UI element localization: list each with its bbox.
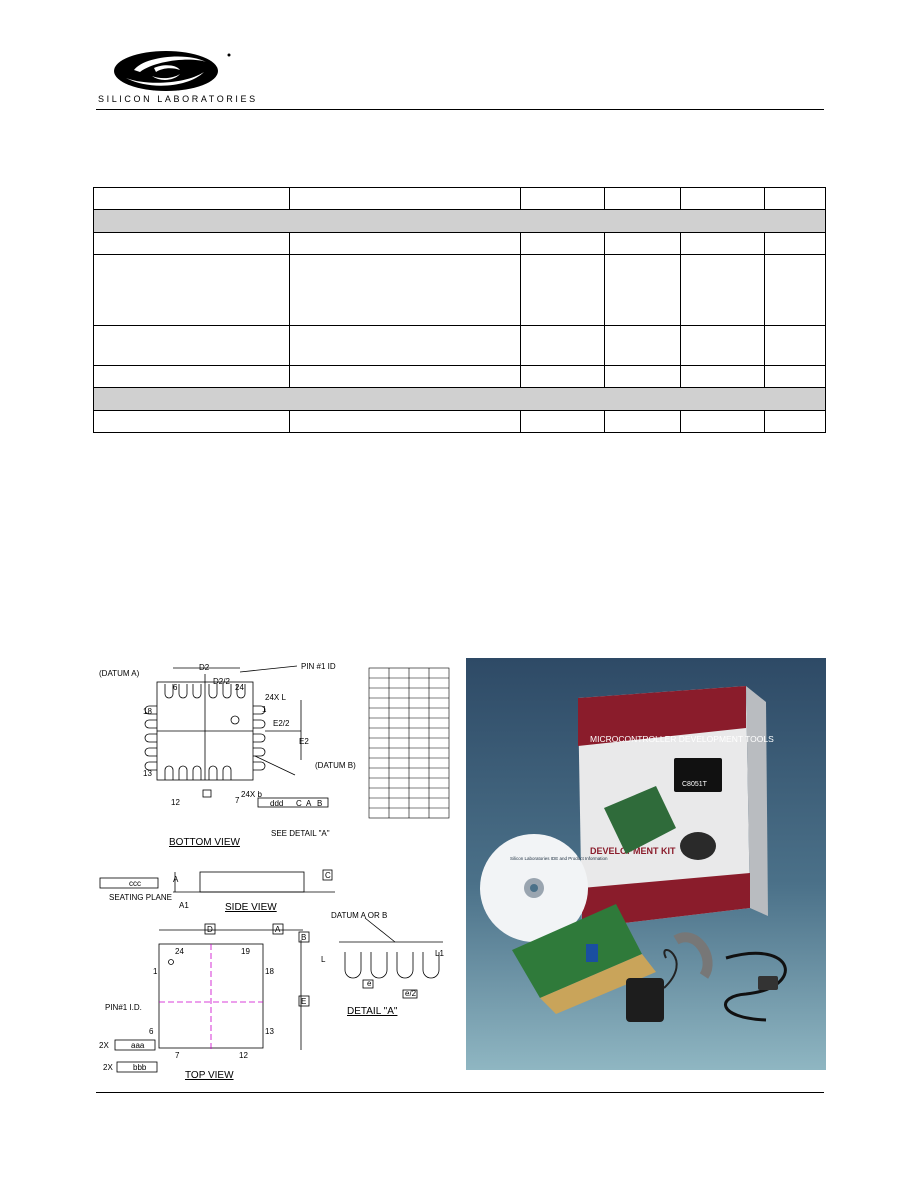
seating-plane-label: SEATING PLANE [109, 893, 172, 902]
spec-table [93, 187, 826, 433]
top-19-label: 19 [241, 947, 250, 956]
debug-adapter-image [680, 832, 716, 860]
e2-label: E2 [299, 737, 309, 746]
table-cell [765, 233, 826, 255]
a-label: A [173, 875, 179, 884]
table-cell [289, 411, 521, 433]
table-row [94, 326, 826, 366]
table-cell [605, 326, 681, 366]
datum-a-or-b-label: DATUM A OR B [331, 911, 388, 920]
table-cell [521, 326, 605, 366]
table-header-row [94, 188, 826, 210]
table-cell [605, 188, 681, 210]
pin6-label: 6 [173, 683, 178, 692]
table-cell [681, 326, 765, 366]
see-detail-label: SEE DETAIL "A" [271, 829, 330, 838]
d2-label: D2 [199, 663, 210, 672]
table-cell [289, 188, 521, 210]
pin13-label: 13 [143, 769, 152, 778]
e-box-label: E [301, 997, 307, 1006]
table-row [94, 366, 826, 388]
c-box-label: C [325, 871, 331, 880]
table-cell [521, 255, 605, 326]
table-row [94, 411, 826, 433]
fcf-a-label: A [306, 799, 312, 808]
l-24x-label: 24X L [265, 693, 286, 702]
fcf-b-label: B [317, 799, 323, 808]
bbb-label: bbb [133, 1063, 147, 1072]
pin18-label: 18 [143, 707, 152, 716]
table-section-row [94, 210, 826, 233]
table-cell [681, 411, 765, 433]
top-view-title: TOP VIEW [185, 1070, 234, 1080]
table-cell [605, 255, 681, 326]
table-row [94, 255, 826, 326]
footer-rule [96, 1092, 824, 1093]
power-adapter-image [626, 978, 664, 1022]
table-cell [521, 188, 605, 210]
fcf-c-label: C [296, 799, 302, 808]
dimension-table [369, 668, 449, 818]
table-cell [94, 411, 290, 433]
pin1-id-label: PIN #1 ID [301, 662, 336, 671]
pin7-label: 7 [235, 796, 240, 805]
e-label: e [367, 979, 372, 988]
table-cell [765, 366, 826, 388]
d2-half-label: D2/2 [213, 677, 230, 686]
top-6-label: 6 [149, 1027, 154, 1036]
table-cell [681, 188, 765, 210]
table-cell [681, 255, 765, 326]
cd-label: Silicon Laboratories IDE and Product Information [510, 856, 608, 861]
box-title: MICROCONTROLLER DEVELOPMENT TOOLS [590, 734, 774, 744]
box-subtitle: DEVELOPMENT KIT [590, 846, 676, 856]
table-cell [521, 366, 605, 388]
table-cell [521, 411, 605, 433]
table-row [94, 233, 826, 255]
top-12-label: 12 [239, 1051, 248, 1060]
bottom-view-title: BOTTOM VIEW [169, 837, 240, 848]
table-cell [94, 326, 290, 366]
side-view-title: SIDE VIEW [225, 902, 277, 913]
pin1-id-top-label: PIN#1 I.D. [105, 1003, 142, 1012]
table-cell [94, 188, 290, 210]
two-x-aaa-label: 2X [99, 1041, 109, 1050]
b-box-label: B [301, 933, 307, 942]
fcf-ddd-label: ddd [270, 799, 284, 808]
e2-half-label: E2/2 [273, 719, 290, 728]
two-x-bbb-label: 2X [103, 1063, 113, 1072]
a1-label: A1 [179, 901, 189, 910]
table-section-cell [94, 388, 826, 411]
pin24-label: 24 [235, 683, 244, 692]
logo-wordmark: SILICON LABORATORIES [98, 94, 258, 104]
table-cell [289, 233, 521, 255]
table-cell [765, 188, 826, 210]
table-cell [94, 366, 290, 388]
detail-a-title: DETAIL "A" [347, 1006, 398, 1017]
top-7-label: 7 [175, 1051, 180, 1060]
top-1-label: 1 [153, 967, 158, 976]
top-13-label: 13 [265, 1027, 274, 1036]
aaa-label: aaa [131, 1041, 145, 1050]
pin12-label: 12 [171, 798, 180, 807]
table-cell [605, 233, 681, 255]
top-18-label: 18 [265, 967, 274, 976]
table-cell [681, 366, 765, 388]
l1-label: L1 [435, 949, 444, 958]
table-cell [289, 326, 521, 366]
table-section-cell [94, 210, 826, 233]
chip-label: C8051T [682, 781, 707, 788]
table-cell [94, 255, 290, 326]
ccc-label: ccc [129, 879, 141, 888]
datum-b-label: (DATUM B) [315, 761, 356, 770]
pin1-label: 1 [262, 705, 267, 714]
b-24x-label: 24X b [241, 790, 262, 799]
table-cell [289, 366, 521, 388]
table-cell [605, 411, 681, 433]
detail-a [339, 918, 443, 998]
table-cell [605, 366, 681, 388]
d-label: D [207, 925, 213, 934]
table-cell [289, 255, 521, 326]
top-24-label: 24 [175, 947, 184, 956]
table-cell [521, 233, 605, 255]
table-section-row [94, 388, 826, 411]
header-rule [96, 109, 824, 110]
development-kit-photo [466, 658, 826, 1070]
a-box-label: A [275, 925, 281, 934]
datum-a-label: (DATUM A) [99, 669, 140, 678]
table-cell [765, 255, 826, 326]
table-cell [765, 411, 826, 433]
e-half-label: e/2 [405, 989, 417, 998]
table-cell [681, 233, 765, 255]
table-cell [94, 233, 290, 255]
package-drawing [95, 660, 460, 1080]
l-label: L [321, 955, 326, 964]
table-cell [765, 326, 826, 366]
